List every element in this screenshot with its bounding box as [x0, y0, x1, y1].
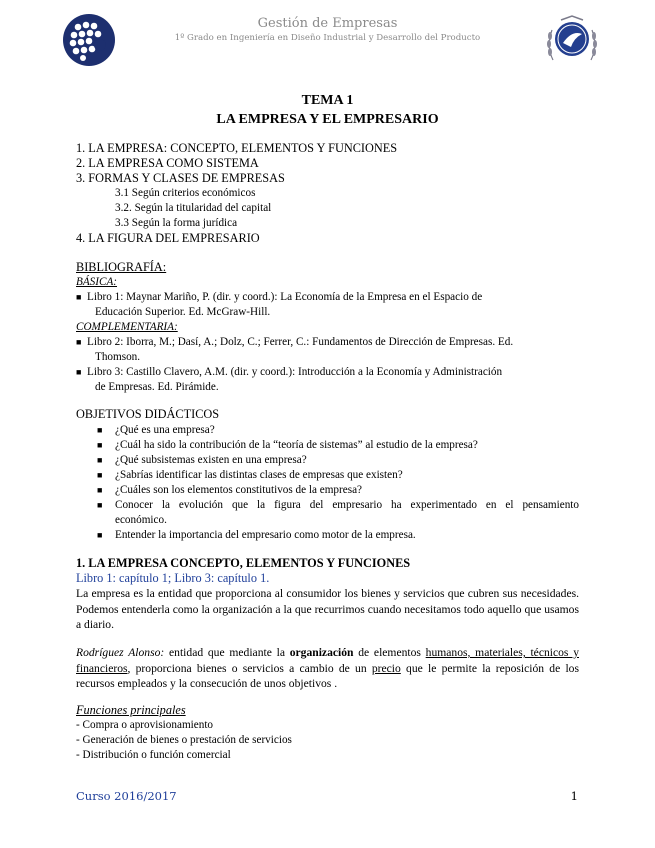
definition-author: Rodríguez Alonso: [76, 646, 165, 659]
header-subtitle: 1º Grado en Ingeniería en Diseño Industrial y Desarrollo del Producto [174, 33, 481, 43]
bullet-icon: ■ [76, 292, 82, 302]
bullet-icon: ■ [97, 440, 103, 450]
index-subitem-3-1: 3.1 Según criterios económicos [115, 187, 256, 199]
bullet-icon: ■ [97, 470, 103, 480]
function-2: - Generación de bienes o prestación de servicios [76, 734, 292, 746]
index-subitem-3-3: 3.3 Según la forma jurídica [115, 217, 238, 229]
bullet-icon: ■ [97, 485, 103, 495]
keyword-organization: organización [289, 646, 354, 659]
topic-number: TEMA 1 [301, 93, 354, 108]
section-1-paragraph-2: Rodríguez Alonso: entidad que mediante la organización de elementos humanos, materiales, técnicos y financieros, proporciona bienes o servicios a cambio de un precio que le permite la reposición de los recursos empleados y la consecución de unos objetivos . [76, 646, 579, 690]
index-subitem-3-2: 3.2. Según la titularidad del capital [115, 202, 272, 214]
functions-heading: Funciones principales [76, 703, 186, 717]
objective-2: ¿Cuál ha sido la contribución de la “teoría de sistemas” al estudio de la empresa? [115, 439, 478, 451]
keyword-price: precio [371, 661, 401, 675]
objective-5: ¿Cuáles son los elementos constitutivos de la empresa? [115, 484, 362, 496]
bibliography-complementary-label: COMPLEMENTARIA: [76, 321, 178, 333]
index-item-1: 1. LA EMPRESA: CONCEPTO, ELEMENTOS Y FUNCIONES [76, 141, 398, 155]
bibliography-book-1-cont: Educación Superior. Ed. McGraw-Hill. [95, 306, 271, 318]
bibliography-book-2-cont: Thomson. [95, 351, 141, 363]
bullet-icon: ■ [97, 530, 103, 540]
objective-1: ¿Qué es una empresa? [115, 424, 215, 436]
bibliography-book-3-cont: de Empresas. Ed. Pirámide. [95, 381, 219, 393]
bibliography-heading: BIBLIOGRAFÍA: [76, 260, 167, 274]
header-title: Gestión de Empresas [257, 16, 398, 31]
page-number: 1 [570, 789, 578, 803]
bullet-icon: ■ [97, 425, 103, 435]
bibliography-book-3: Libro 3: Castillo Clavero, A.M. (dir. y coord.): Introducción a la Economía y Administración [87, 366, 503, 378]
bibliography-basic-label: BÁSICA: [76, 276, 118, 288]
objective-6-cont: económico. [115, 514, 167, 526]
bullet-icon: ■ [76, 337, 82, 347]
bullet-icon: ■ [76, 367, 82, 377]
objectives-heading: OBJETIVOS DIDÁCTICOS [76, 407, 220, 421]
section-1-heading: 1. LA EMPRESA CONCEPTO, ELEMENTOS Y FUNCIONES [76, 556, 411, 570]
function-3: - Distribución o función comercial [76, 749, 231, 761]
function-1: - Compra o aprovisionamiento [76, 719, 214, 731]
topic-block [0, 91, 655, 129]
index-item-4: 4. LA FIGURA DEL EMPRESARIO [76, 231, 260, 245]
bullet-icon: ■ [97, 500, 103, 510]
section-1-reference: Libro 1: capítulo 1; Libro 3: capítulo 1. [76, 571, 270, 585]
school-seal-icon [543, 12, 601, 70]
index-item-2: 2. LA EMPRESA COMO SISTEMA [76, 156, 259, 170]
footer-course: Curso 2016/2017 [76, 789, 177, 803]
topic-title: LA EMPRESA Y EL EMPRESARIO [216, 112, 439, 127]
bullet-icon: ■ [97, 455, 103, 465]
index-item-3: 3. FORMAS Y CLASES DE EMPRESAS [76, 171, 285, 185]
objective-6: Conocer la evolución que la figura del empresario ha experimentado en el pensamiento [115, 499, 579, 511]
objective-3: ¿Qué subsistemas existen en una empresa? [115, 454, 307, 466]
section-1-paragraph-1: La empresa es la entidad que proporciona al consumidor los bienes y servicios que cubren sus necesidades. Podemos entenderla como la organización a la que recurrimos cuando necesitamos todo aquello que usamos a diario. [76, 587, 579, 631]
objective-4: ¿Sabrías identificar las distintas clases de empresas que existen? [115, 469, 403, 481]
keyword-elements: humanos, materiales, técnicos y financieros [76, 646, 579, 675]
bibliography-book-2: Libro 2: Iborra, M.; Dasí, A.; Dolz, C.; Ferrer, C.: Fundamentos de Dirección de Empresas. Ed. [87, 336, 514, 348]
bibliography-book-1: Libro 1: Maynar Mariño, P. (dir. y coord.): La Economía de la Empresa en el Espacio de [87, 291, 483, 303]
university-logo-icon [62, 13, 116, 67]
objective-7: Entender la importancia del empresario como motor de la empresa. [115, 529, 416, 541]
